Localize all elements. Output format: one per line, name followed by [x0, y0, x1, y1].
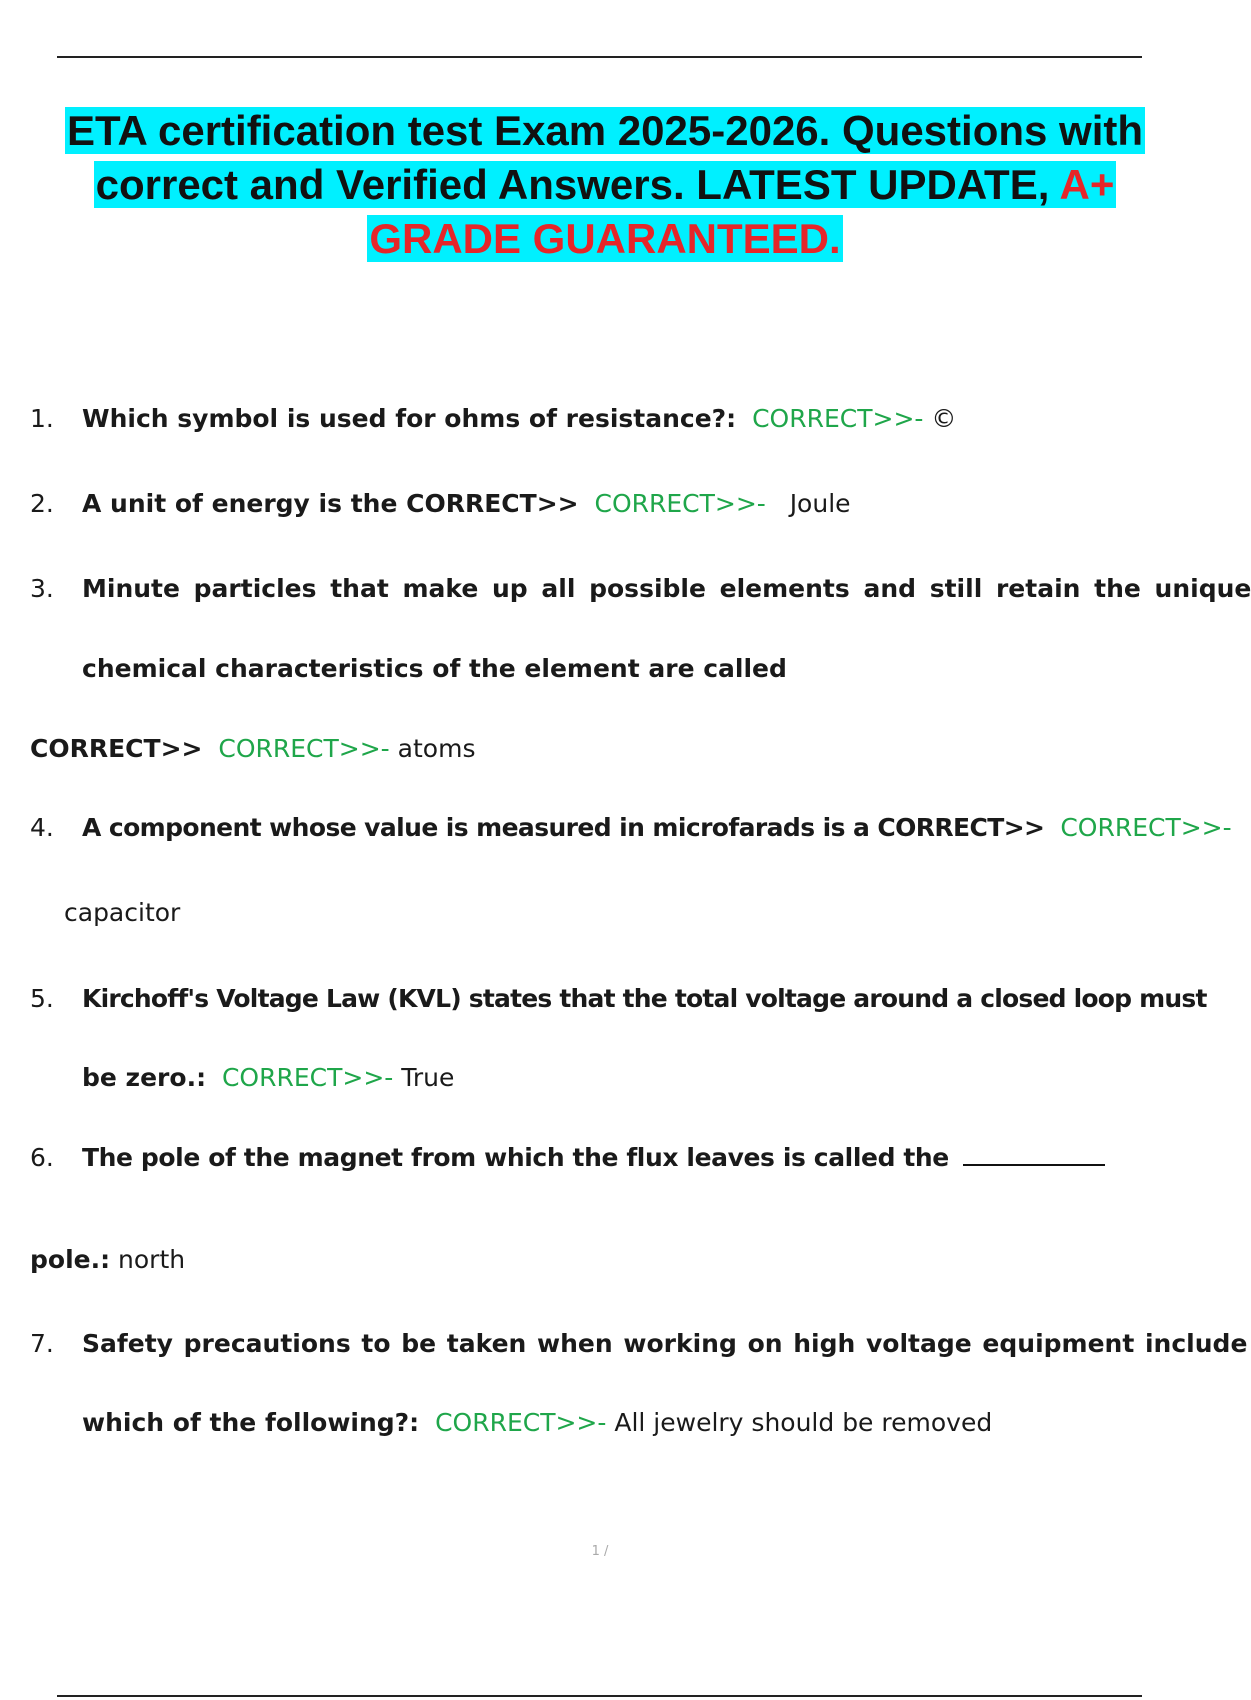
- title-grade-a: A+: [1059, 161, 1115, 208]
- question-1: [30, 402, 956, 436]
- page-number: 1 /: [591, 1544, 609, 1559]
- correct-marker: CORRECT>>-: [435, 1408, 607, 1437]
- top-rule: [57, 56, 1142, 58]
- correct-marker: CORRECT>>-: [752, 404, 924, 433]
- question-3-line-2: [30, 652, 787, 686]
- question-text-line-1: Kirchoff's Voltage Law (KVL) states that the total voltage around a closed loop must: [82, 984, 1207, 1013]
- correct-marker: CORRECT>>-: [218, 734, 390, 763]
- question-text-line-1: Safety precautions to be taken when working on high voltage equipment include: [82, 1329, 1248, 1358]
- title-line-2: [94, 161, 1117, 208]
- question-number: 4.: [30, 813, 54, 842]
- title-line-1: ETA certification test Exam 2025-2026. Questions with: [66, 107, 1144, 154]
- answer-text: True: [401, 1063, 455, 1092]
- answer-text: atoms: [397, 734, 476, 763]
- question-7-line-2: [30, 1406, 992, 1440]
- question-4-answer: [64, 896, 180, 930]
- question-text-line-1: Minute particles that make up all possible elements and still retain the unique: [82, 574, 1251, 603]
- question-text: Which symbol is used for ohms of resistance?:: [82, 404, 737, 433]
- answer-text: All jewelry should be removed: [614, 1408, 993, 1437]
- answer-text: ©: [931, 404, 957, 433]
- question-text-line-1: The pole of the magnet from which the flux leaves is called the: [82, 1143, 949, 1172]
- answer-text: Joule: [789, 489, 851, 518]
- question-5: [30, 982, 1207, 1016]
- question-5-line-2: [30, 1061, 454, 1095]
- question-number: 3.: [30, 574, 54, 603]
- question-text-line-2: chemical characteristics of the element are called: [82, 654, 787, 683]
- correct-marker: CORRECT>>-: [594, 489, 766, 518]
- question-number: 5.: [30, 984, 54, 1013]
- question-number: 6.: [30, 1143, 54, 1172]
- question-text: A unit of energy is the CORRECT>>: [82, 489, 579, 518]
- question-number: 7.: [30, 1329, 54, 1358]
- title-line-2-text: correct and Verified Answers. LATEST UPDATE,: [95, 161, 1050, 208]
- fill-in-blank: [963, 1146, 1105, 1166]
- answer-text: capacitor: [64, 898, 181, 927]
- question-7: [30, 1327, 1247, 1361]
- question-6-answer: [30, 1243, 185, 1277]
- correct-marker: CORRECT>>-: [221, 1063, 394, 1092]
- correct-marker: CORRECT>>-: [1060, 813, 1232, 842]
- question-text: A component whose value is measured in microfarads is a CORRECT>>: [82, 813, 1045, 842]
- question-text-line-2: be zero.:: [82, 1063, 207, 1092]
- question-number: 2.: [30, 489, 54, 518]
- answer-text: north: [118, 1245, 186, 1274]
- question-text-line-2: which of the following?:: [82, 1408, 420, 1437]
- question-3: [30, 572, 1251, 606]
- question-4: [30, 811, 1232, 845]
- question-3-answer: [30, 732, 475, 766]
- title-line-3: GRADE GUARANTEED.: [369, 215, 841, 262]
- bottom-rule: [57, 1695, 1142, 1697]
- question-text-line-2: pole.:: [30, 1245, 111, 1274]
- answer-prefix: CORRECT>>: [30, 734, 203, 763]
- question-6: [30, 1141, 1105, 1175]
- document-title: [30, 104, 1180, 266]
- question-2: [30, 487, 851, 521]
- question-number: 1.: [30, 404, 54, 433]
